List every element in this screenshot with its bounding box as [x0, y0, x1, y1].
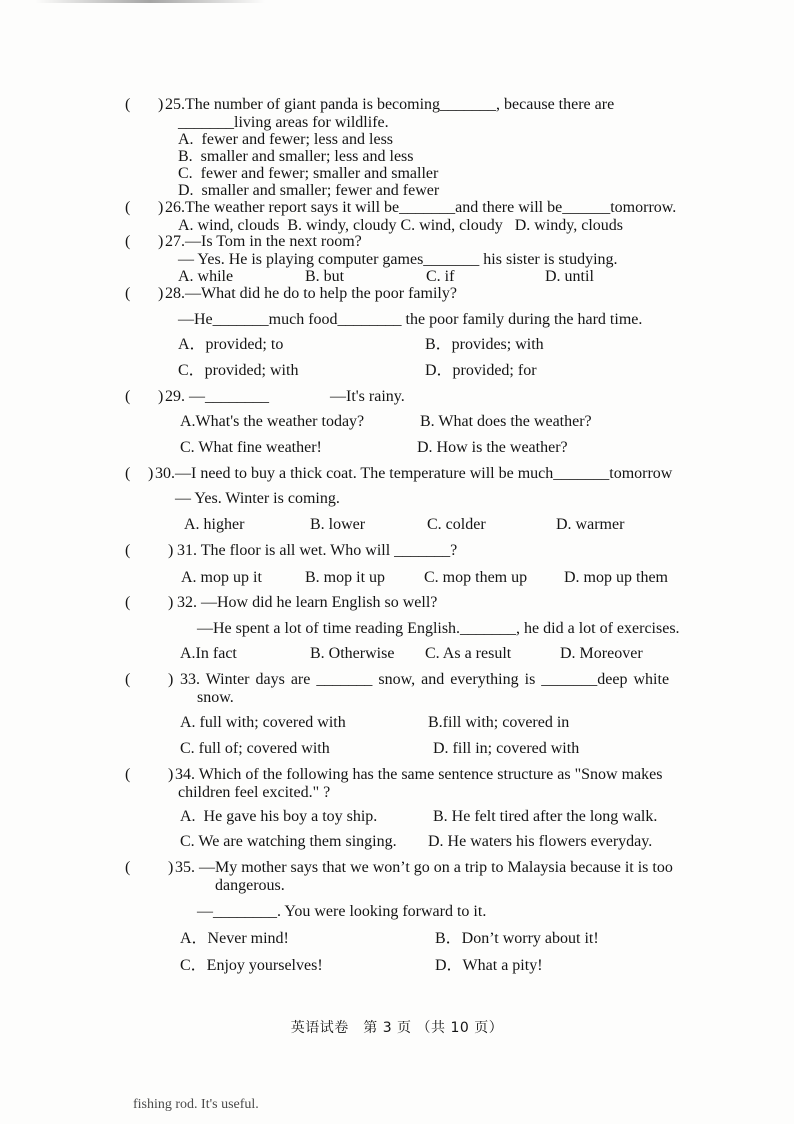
answer-paren: (: [125, 233, 131, 250]
option-d: D. until: [545, 268, 594, 285]
question-text: 28.—What did he do to help the poor family?: [165, 285, 457, 302]
answer-paren-close: ): [158, 388, 164, 405]
option-c: C. if: [426, 268, 455, 285]
answer-paren: (: [125, 388, 131, 405]
option-b: B. What does the weather?: [420, 413, 592, 430]
question-text: — Yes. Winter is coming.: [175, 490, 340, 507]
option-c: C. What fine weather!: [180, 439, 322, 456]
question-text: —He spent a lot of time reading English._______, he did a lot of exercises.: [197, 620, 680, 637]
option-b: B. lower: [310, 516, 366, 533]
question-text: —It's rainy.: [330, 388, 405, 405]
option-b: B.fill with; covered in: [428, 714, 570, 731]
option-a: A. full with; covered with: [180, 714, 346, 731]
option-d: D. fill in; covered with: [433, 740, 580, 757]
question-text: 32. —How did he learn English so well?: [177, 594, 438, 611]
option-c: C. fewer and fewer; smaller and smaller: [178, 165, 439, 182]
option-c: C. We are watching them singing.: [180, 833, 397, 850]
answer-paren-close: ): [168, 671, 174, 688]
answer-paren-close: ): [158, 96, 164, 113]
option-a: A．Never mind!: [180, 930, 289, 947]
option-d: D．provided; for: [425, 362, 537, 379]
answer-paren: (: [125, 285, 131, 302]
option-b: B. but: [305, 268, 345, 285]
options-row: A. wind, clouds B. windy, cloudy C. wind, cloudy D. windy, clouds: [178, 217, 624, 234]
option-d: D．What a pity!: [435, 957, 543, 974]
question-text: 33. Winter days are _______ snow, and everything is _______deep white: [180, 671, 670, 688]
question-text: 34. Which of the following has the same sentence structure as "Snow makes: [175, 766, 663, 783]
option-c: C. As a result: [425, 645, 512, 662]
question-text: 26.The weather report says it will be_______and there will be______tomorrow.: [165, 199, 677, 216]
answer-paren: (: [125, 465, 131, 482]
option-d: D. Moreover: [560, 645, 643, 662]
answer-paren-close: ): [168, 594, 174, 611]
answer-paren: (: [125, 671, 131, 688]
option-b: B. smaller and smaller; less and less: [178, 148, 414, 165]
option-a: A. while: [178, 268, 234, 285]
question-text: snow.: [197, 689, 234, 706]
option-d: D. smaller and smaller; fewer and fewer: [178, 182, 440, 199]
option-b: B. mop it up: [305, 569, 386, 586]
option-c: C．provided; with: [178, 362, 299, 379]
option-c: C．Enjoy yourselves!: [180, 957, 323, 974]
answer-paren-close: ): [158, 199, 164, 216]
question-text: —He_______much food________ the poor family during the hard time.: [178, 311, 643, 328]
question-text: 30.—I need to buy a thick coat. The temperature will be much_______tomorrow: [155, 465, 673, 482]
option-d: D. mop up them: [564, 569, 668, 586]
option-c: C. full of; covered with: [180, 740, 330, 757]
answer-paren-close: ): [158, 285, 164, 302]
answer-paren: (: [125, 594, 131, 611]
option-a: A.What's the weather today?: [180, 413, 365, 430]
option-a: A.In fact: [180, 645, 237, 662]
option-b: B．provides; with: [425, 336, 544, 353]
answer-paren: (: [125, 542, 131, 559]
answer-paren-close: ): [168, 542, 174, 559]
option-d: D. He waters his flowers everyday.: [428, 833, 653, 850]
answer-paren-close: ): [168, 766, 174, 783]
option-d: D. warmer: [556, 516, 625, 533]
page-footer: 英语试卷 第 3 页 （共 10 页）: [290, 1020, 504, 1036]
question-text: _______living areas for wildlife.: [178, 114, 389, 131]
option-a: A. mop up it: [181, 569, 262, 586]
option-a: A. He gave his boy a toy ship.: [180, 808, 378, 825]
answer-paren-close: ): [148, 465, 154, 482]
option-d: D. How is the weather?: [417, 439, 568, 456]
answer-paren: (: [125, 766, 131, 783]
option-c: C. mop them up: [424, 569, 528, 586]
question-text: 27.—Is Tom in the next room?: [165, 233, 362, 250]
question-text: dangerous.: [215, 877, 285, 894]
answer-paren: (: [125, 96, 131, 113]
answer-paren: (: [125, 199, 131, 216]
option-b: B．Don’t worry about it!: [435, 930, 599, 947]
question-text: 31. The floor is all wet. Who will _______?: [177, 542, 458, 559]
option-a: A. higher: [184, 516, 245, 533]
answer-paren-close: ): [158, 233, 164, 250]
question-text: — Yes. He is playing computer games_______ his sister is studying.: [178, 251, 618, 268]
option-b: B. He felt tired after the long walk.: [433, 808, 658, 825]
option-a: A. fewer and fewer; less and less: [178, 131, 394, 148]
question-text: children feel excited." ?: [178, 784, 331, 801]
answer-paren-close: ): [168, 859, 174, 876]
scan-artifact: [35, 0, 265, 3]
option-a: A．provided; to: [178, 336, 284, 353]
question-text: 35. —My mother says that we won’t go on a trip to Malaysia because it is too: [175, 859, 673, 876]
answer-paren: (: [125, 859, 131, 876]
option-b: B. Otherwise: [310, 645, 395, 662]
option-c: C. colder: [427, 516, 486, 533]
question-text: 25.The number of giant panda is becoming_______, because there are: [165, 96, 615, 113]
bleed-through-text: fishing rod. It's useful.: [133, 1097, 259, 1112]
question-text: —________. You were looking forward to it.: [197, 903, 487, 920]
question-text: 29. —________: [165, 388, 269, 405]
